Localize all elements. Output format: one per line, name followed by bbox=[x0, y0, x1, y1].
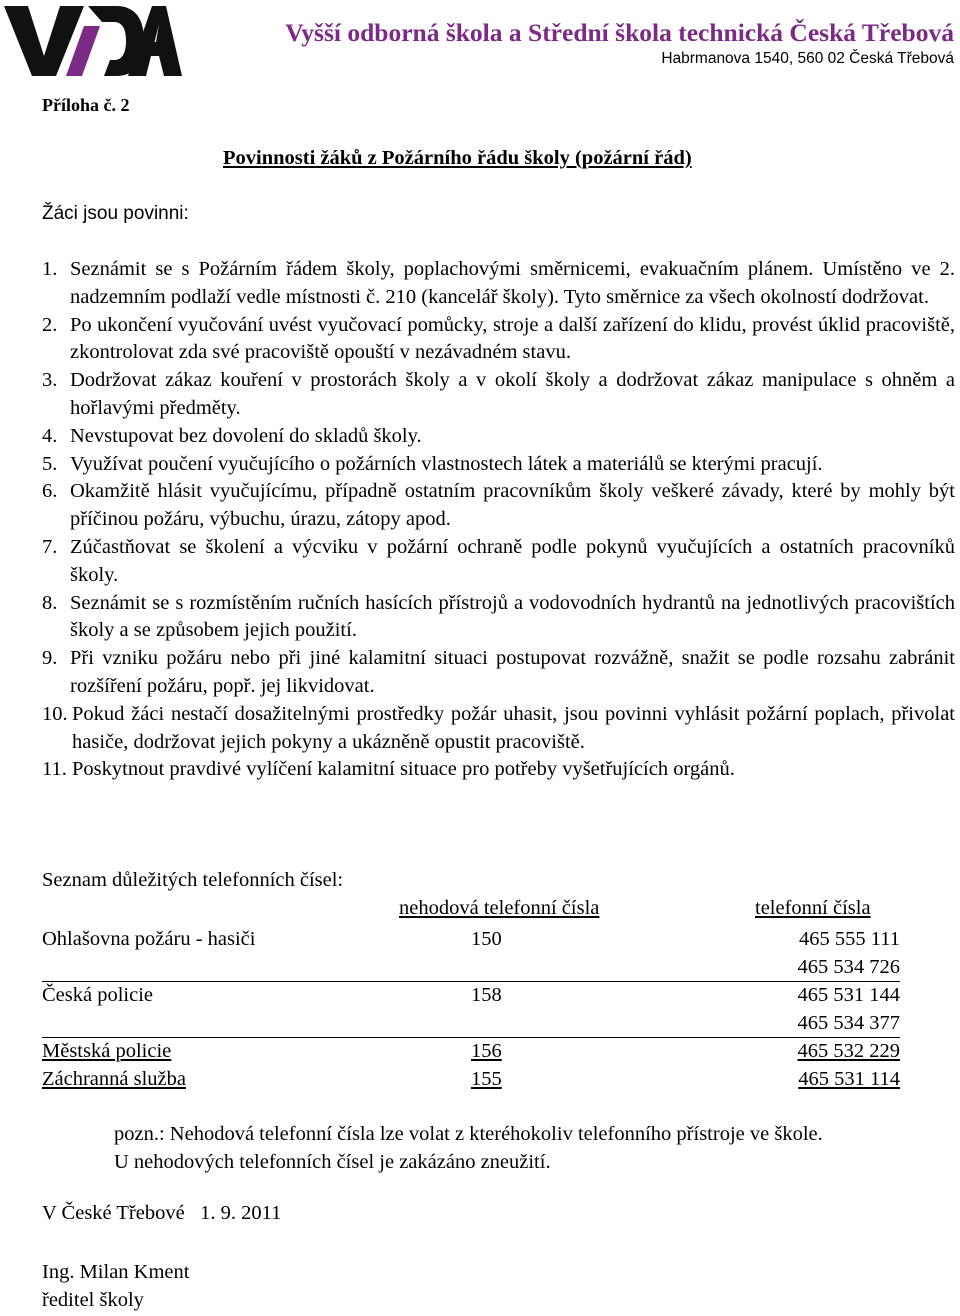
phone-service-name: Záchranná služba bbox=[42, 1068, 186, 1090]
phone-row-fire bbox=[42, 925, 900, 981]
phone-row-ambulance bbox=[42, 1065, 900, 1093]
phones-heading: Seznam důležitých telefonních čísel: bbox=[42, 869, 344, 891]
phone-row-police bbox=[42, 981, 900, 1037]
duty-text: Dodržovat zákaz kouření v prostorách školy a v okolí školy a dodržovat zákaz manipulace s ohněm a hořlavými předměty. bbox=[70, 369, 955, 419]
duty-number: 11. bbox=[42, 758, 67, 781]
duty-number: 9. bbox=[42, 647, 58, 670]
duty-number: 1. bbox=[42, 258, 58, 280]
duty-number: 3. bbox=[42, 369, 58, 392]
duty-number: 6. bbox=[42, 480, 58, 503]
emergency-number: 158 bbox=[471, 984, 502, 1006]
duty-item bbox=[42, 423, 955, 451]
duty-text: Poskytnout pravdivé vylíčení kalamitní situace pro potřeby vyšetřujících orgánů. bbox=[72, 758, 735, 781]
signatory-name: Ing. Milan Kment bbox=[42, 1261, 190, 1283]
emergency-number: 156 bbox=[471, 1040, 502, 1062]
duty-number: 2. bbox=[42, 313, 58, 336]
duties-list bbox=[42, 256, 955, 784]
duty-item bbox=[42, 590, 955, 646]
intro-text: Žáci jsou povinni: bbox=[42, 203, 189, 224]
duty-item bbox=[42, 312, 955, 368]
duty-number: 10. bbox=[42, 702, 68, 725]
duty-item bbox=[42, 451, 955, 479]
phone-number: 465 534 726 bbox=[797, 956, 900, 978]
document-title: Povinnosti žáků z Požárního řádu školy (požární řád) bbox=[223, 147, 692, 169]
signatory-role: ředitel školy bbox=[42, 1289, 144, 1311]
duty-text: Zúčastňovat se školení a výcviku v požární ochraně podle pokynů vyučujících a ostatních pracovníků školy. bbox=[70, 535, 955, 586]
school-name: Vyšší odborná škola a Střední škola technická Česká Třebová bbox=[285, 18, 954, 47]
phone-number: 465 531 114 bbox=[798, 1068, 900, 1090]
duty-item bbox=[42, 256, 955, 312]
duty-text: Pokud žáci nestačí dosažitelnými prostředky požár uhasit, jsou povinni vyhlásit požární poplach, přivolat hasiče, dodržovat jejich pokyny a ukázněně opustit pracoviště. bbox=[72, 702, 955, 753]
duty-number: 5. bbox=[42, 452, 58, 475]
duty-item bbox=[42, 478, 955, 534]
note-line: pozn.: Nehodová telefonní čísla lze volat z kteréhokoliv telefonního přístroje ve škole. bbox=[114, 1123, 823, 1145]
column-header-gap bbox=[636, 897, 755, 923]
attachment-label: Příloha č. 2 bbox=[42, 95, 130, 115]
phone-service-name: Městská policie bbox=[42, 1040, 172, 1062]
phone-number: 465 555 111 bbox=[799, 928, 900, 950]
phone-table bbox=[42, 925, 900, 1093]
phone-number: 465 534 377 bbox=[797, 1012, 900, 1034]
duty-item bbox=[42, 534, 955, 590]
row-line bbox=[42, 1009, 900, 1038]
school-logo bbox=[4, 4, 182, 78]
note-line: U nehodových telefonních čísel je zakázáno zneužití. bbox=[114, 1151, 551, 1173]
duty-number: 7. bbox=[42, 535, 58, 558]
duty-item bbox=[42, 645, 955, 701]
duty-number: 4. bbox=[42, 424, 58, 447]
column-header-phone: telefonní čísla bbox=[755, 897, 871, 919]
duty-text: Seznámit se s Požárním řádem školy, poplachovými směrnicemi, evakuačním plánem. Umístěno ve 2. nadzemním podlaží vedle místnosti č. 210 (kancelář školy). Tyto směrnice za všech okolností dodržovat. bbox=[70, 258, 955, 308]
duty-item bbox=[42, 367, 955, 423]
duty-item bbox=[42, 756, 955, 784]
place-and-date: V České Třebové 1. 9. 2011 bbox=[42, 1202, 282, 1224]
duty-item bbox=[42, 701, 955, 757]
emergency-number: 155 bbox=[471, 1068, 502, 1090]
duty-text: Okamžitě hlásit vyučujícímu, případně ostatním pracovníkům školy veškeré závady, které by mohly být příčinou požáru, výbuchu, úrazu, zátopy apod. bbox=[70, 480, 955, 531]
duty-number: 8. bbox=[42, 591, 58, 614]
row-line bbox=[42, 953, 900, 982]
duty-text: Využívat poučení vyučujícího o požárních vlastnostech látek a materiálů se kterými pracují. bbox=[70, 452, 823, 475]
phone-service-name: Ohlašovna požáru - hasiči bbox=[42, 928, 256, 950]
phone-number: 465 532 229 bbox=[797, 1040, 900, 1062]
duty-text: Při vzniku požáru nebo při jiné kalamitní situaci postupovat rozvážně, snažit se podle rozsahu zabránit rozšíření požáru, popř. jej likvidovat. bbox=[70, 647, 955, 697]
signature-block bbox=[42, 1258, 189, 1314]
phone-number: 465 531 144 bbox=[797, 984, 900, 1006]
emergency-number: 150 bbox=[471, 928, 502, 950]
duty-text: Nevstupovat bez dovolení do skladů školy. bbox=[70, 424, 422, 447]
phone-row-city-police bbox=[42, 1037, 900, 1065]
column-header-emergency: nehodová telefonní čísla bbox=[399, 897, 600, 919]
note bbox=[114, 1120, 823, 1176]
duty-text: Po ukončení vyučování uvést vyučovací pomůcky, stroje a další zařízení do klidu, provést úklid pracoviště, zkontrolovat zda své pracoviště opouští v nezávadném stavu. bbox=[70, 313, 955, 364]
duty-text: Seznámit se s rozmístěním ručních hasících přístrojů a vodovodních hydrantů na jednotlivých pracovištích školy a se způsobem jejich použití. bbox=[70, 591, 955, 642]
phone-service-name: Česká policie bbox=[42, 984, 154, 1006]
school-address: Habrmanova 1540, 560 02 Česká Třebová bbox=[661, 50, 954, 67]
